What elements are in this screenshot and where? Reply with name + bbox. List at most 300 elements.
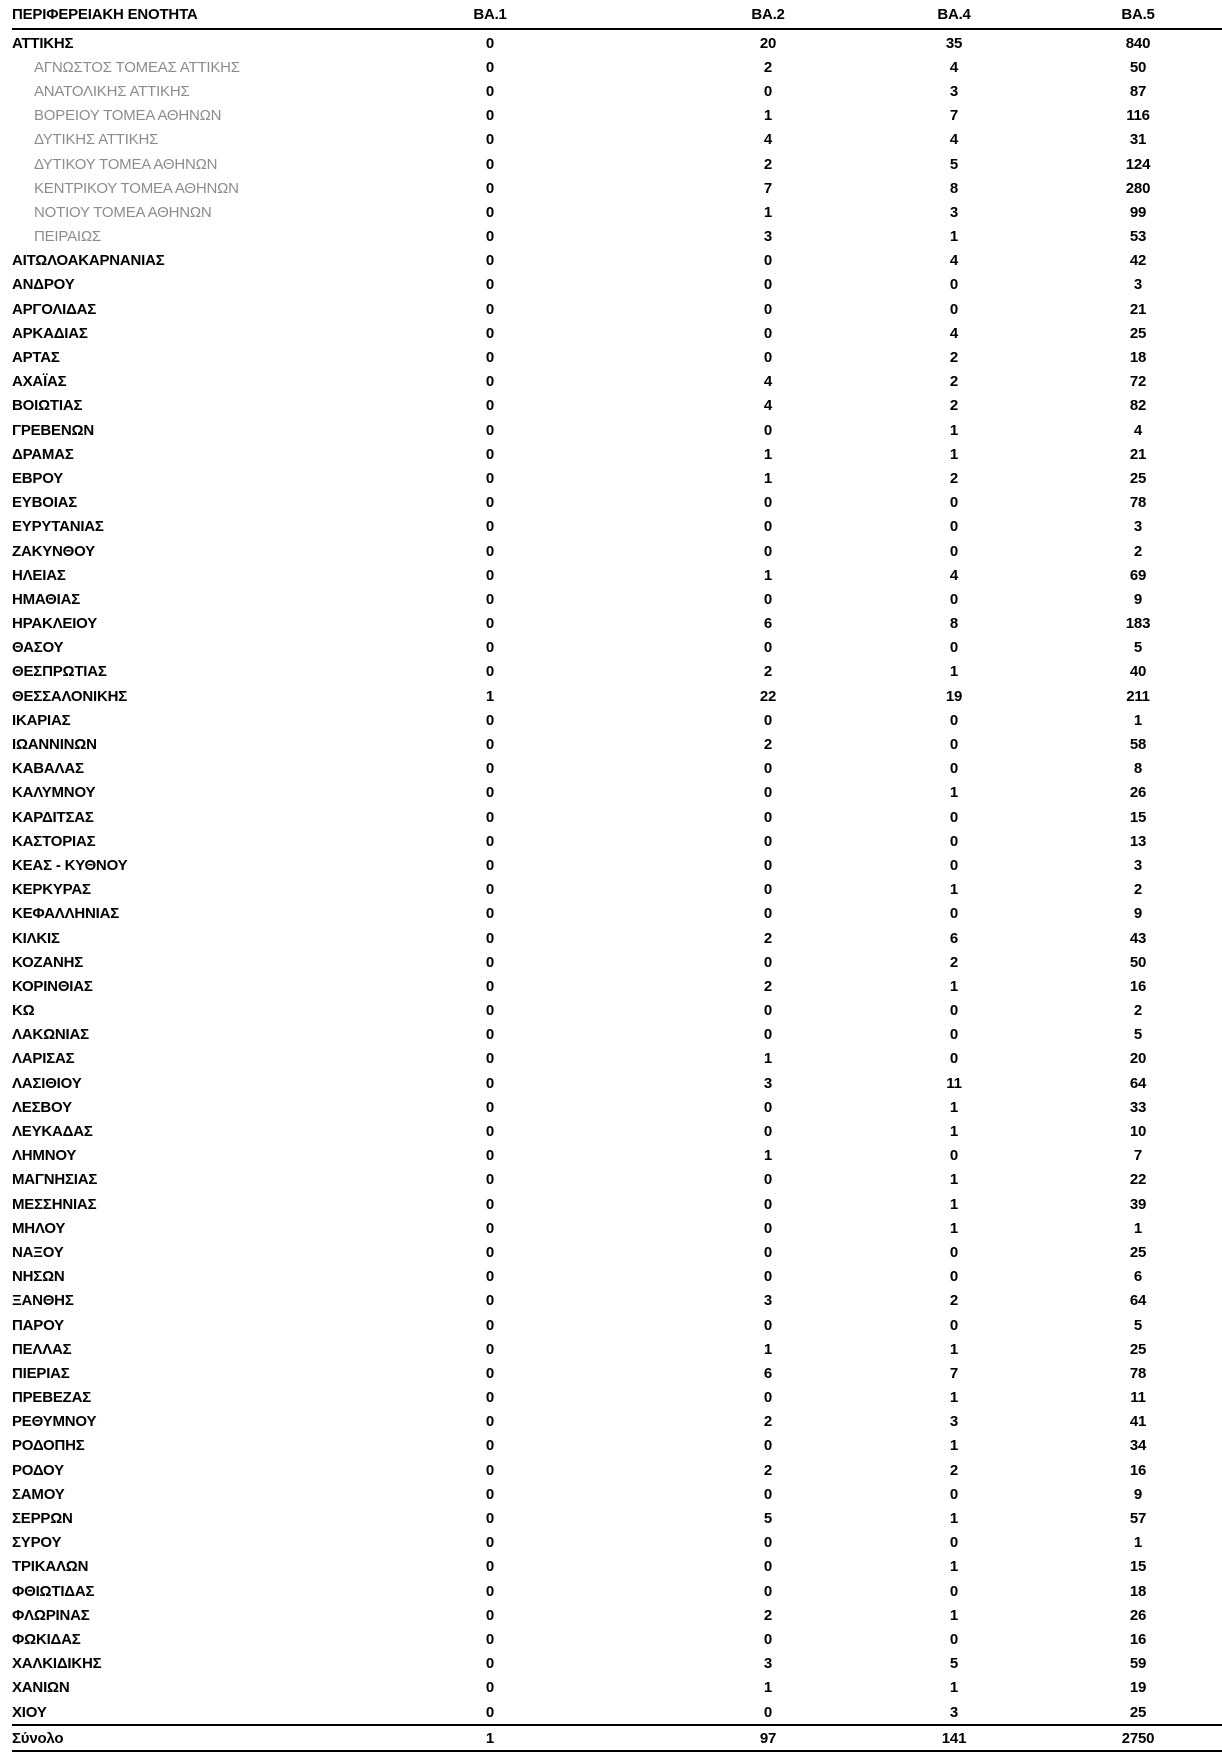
table-row bbox=[12, 1119, 1222, 1143]
row-value-ba5: 11 bbox=[1130, 1389, 1146, 1407]
row-value-ba2: 2 bbox=[763, 663, 773, 681]
table-row bbox=[12, 950, 1222, 974]
row-region-name: ΚΙΛΚΙΣ bbox=[12, 929, 60, 947]
row-value-ba4: 11 bbox=[946, 1074, 962, 1092]
row-value-ba4: 4 bbox=[949, 566, 959, 584]
row-value-ba5: 21 bbox=[1129, 300, 1147, 318]
row-value-ba2: 4 bbox=[763, 397, 773, 415]
row-value-ba2: 0 bbox=[763, 1437, 773, 1455]
row-value-ba4: 1 bbox=[949, 1098, 959, 1116]
row-value-ba2: 0 bbox=[763, 324, 773, 342]
row-region-name: ΒΟΡΕΙΟΥ ΤΟΜΕΑ ΑΘΗΝΩΝ bbox=[34, 107, 222, 125]
row-value-ba1: 0 bbox=[485, 542, 495, 560]
row-value-ba2: 1 bbox=[763, 1340, 773, 1358]
row-value-ba2: 1 bbox=[763, 445, 773, 463]
row-region-name: ΙΚΑΡΙΑΣ bbox=[12, 711, 71, 729]
row-value-ba5: 4 bbox=[1133, 421, 1143, 439]
row-region-name: ΑΤΤΙΚΗΣ bbox=[12, 34, 74, 52]
table-header-row bbox=[12, 0, 1222, 30]
row-value-ba2: 6 bbox=[763, 615, 773, 633]
row-region-name: ΚΕΝΤΡΙΚΟΥ ΤΟΜΕΑ ΑΘΗΝΩΝ bbox=[34, 179, 239, 197]
row-region-name: ΛΑΣΙΘΙΟΥ bbox=[12, 1074, 82, 1092]
row-value-ba5: 8 bbox=[1133, 760, 1143, 778]
row-value-ba5: 87 bbox=[1129, 82, 1147, 100]
row-value-ba1: 0 bbox=[485, 58, 495, 76]
variant-table bbox=[12, 0, 1222, 1752]
row-value-ba1: 0 bbox=[485, 1630, 495, 1648]
table-row bbox=[12, 829, 1222, 853]
row-value-ba4: 3 bbox=[949, 82, 959, 100]
row-region-name: ΑΡΚΑΔΙΑΣ bbox=[12, 324, 88, 342]
row-value-ba4: 1 bbox=[949, 1389, 959, 1407]
table-row bbox=[12, 1700, 1222, 1724]
row-region-name: ΛΑΡΙΣΑΣ bbox=[12, 1050, 75, 1068]
row-region-name: ΠΕΛΛΑΣ bbox=[12, 1340, 72, 1358]
row-value-ba5: 26 bbox=[1129, 1606, 1147, 1624]
row-value-ba2: 0 bbox=[763, 953, 773, 971]
row-value-ba5: 15 bbox=[1129, 808, 1147, 826]
table-row bbox=[12, 1361, 1222, 1385]
row-value-ba1: 0 bbox=[485, 1389, 495, 1407]
row-value-ba5: 1 bbox=[1133, 1219, 1143, 1237]
table-body bbox=[12, 30, 1222, 1724]
row-value-ba4: 1 bbox=[949, 445, 959, 463]
table-row bbox=[12, 708, 1222, 732]
row-value-ba1: 0 bbox=[485, 856, 495, 874]
row-value-ba2: 0 bbox=[763, 1630, 773, 1648]
row-value-ba1: 0 bbox=[485, 1655, 495, 1673]
row-value-ba1: 0 bbox=[485, 494, 495, 512]
table-row bbox=[12, 394, 1222, 418]
row-value-ba5: 2 bbox=[1133, 542, 1143, 560]
row-value-ba1: 0 bbox=[485, 1461, 495, 1479]
row-region-name: ΑΙΤΩΛΟΑΚΑΡΝΑΝΙΑΣ bbox=[12, 252, 165, 270]
row-value-ba2: 0 bbox=[763, 1389, 773, 1407]
row-value-ba4: 0 bbox=[949, 1534, 959, 1552]
row-value-ba1: 0 bbox=[485, 252, 495, 270]
table-row bbox=[12, 321, 1222, 345]
row-value-ba2: 3 bbox=[763, 1074, 773, 1092]
table-subrow bbox=[12, 55, 1222, 79]
table-row bbox=[12, 1265, 1222, 1289]
row-region-name: ΚΑΛΥΜΝΟΥ bbox=[12, 784, 96, 802]
row-value-ba4: 4 bbox=[949, 131, 959, 149]
table-row bbox=[12, 587, 1222, 611]
row-value-ba2: 0 bbox=[763, 1098, 773, 1116]
row-value-ba5: 2 bbox=[1133, 1002, 1143, 1020]
row-region-name: ΚΩ bbox=[12, 1002, 35, 1020]
row-value-ba5: 25 bbox=[1129, 1243, 1147, 1261]
table-row bbox=[12, 1240, 1222, 1264]
row-region-name: ΚΑΣΤΟΡΙΑΣ bbox=[12, 832, 96, 850]
table-row bbox=[12, 1410, 1222, 1434]
table-row bbox=[12, 1434, 1222, 1458]
table-row bbox=[12, 249, 1222, 273]
row-value-ba1: 0 bbox=[485, 373, 495, 391]
row-value-ba2: 0 bbox=[763, 760, 773, 778]
row-region-name: ΔΥΤΙΚΗΣ ΑΤΤΙΚΗΣ bbox=[34, 131, 159, 149]
row-value-ba1: 0 bbox=[485, 977, 495, 995]
row-value-ba4: 4 bbox=[949, 252, 959, 270]
row-value-ba2: 0 bbox=[763, 1703, 773, 1721]
table-row bbox=[12, 1555, 1222, 1579]
row-value-ba5: 9 bbox=[1133, 905, 1143, 923]
row-value-ba4: 1 bbox=[949, 1510, 959, 1528]
table-row bbox=[12, 1652, 1222, 1676]
row-value-ba5: 78 bbox=[1129, 494, 1147, 512]
row-value-ba5: 64 bbox=[1129, 1074, 1147, 1092]
row-value-ba2: 0 bbox=[763, 784, 773, 802]
row-value-ba1: 0 bbox=[485, 590, 495, 608]
row-value-ba2: 0 bbox=[763, 856, 773, 874]
row-value-ba4: 1 bbox=[949, 228, 959, 246]
row-value-ba4: 3 bbox=[949, 1703, 959, 1721]
row-value-ba2: 0 bbox=[763, 421, 773, 439]
row-value-ba4: 4 bbox=[949, 58, 959, 76]
row-value-ba5: 1 bbox=[1133, 1534, 1143, 1552]
row-value-ba4: 0 bbox=[949, 300, 959, 318]
row-value-ba5: 5 bbox=[1133, 1026, 1143, 1044]
row-value-ba5: 22 bbox=[1129, 1171, 1147, 1189]
row-value-ba4: 0 bbox=[949, 711, 959, 729]
row-value-ba5: 183 bbox=[1125, 615, 1151, 633]
table-row bbox=[12, 1023, 1222, 1047]
row-value-ba5: 2 bbox=[1133, 881, 1143, 899]
row-value-ba1: 0 bbox=[485, 1534, 495, 1552]
row-value-ba2: 0 bbox=[763, 832, 773, 850]
row-region-name: ΡΟΔΟΥ bbox=[12, 1461, 64, 1479]
row-value-ba1: 0 bbox=[485, 1026, 495, 1044]
row-value-ba4: 0 bbox=[949, 639, 959, 657]
row-value-ba2: 0 bbox=[763, 1171, 773, 1189]
table-row bbox=[12, 684, 1222, 708]
row-region-name: ΞΑΝΘΗΣ bbox=[12, 1292, 74, 1310]
row-region-name: ΓΡΕΒΕΝΩΝ bbox=[12, 421, 94, 439]
row-value-ba1: 0 bbox=[485, 615, 495, 633]
table-row bbox=[12, 563, 1222, 587]
header-ba5: BA.5 bbox=[1121, 5, 1155, 23]
row-value-ba2: 5 bbox=[763, 1510, 773, 1528]
table-row bbox=[12, 1313, 1222, 1337]
row-region-name: ΙΩΑΝΝΙΝΩΝ bbox=[12, 736, 97, 754]
table-row bbox=[12, 1289, 1222, 1313]
row-region-name: ΘΑΣΟΥ bbox=[12, 639, 64, 657]
row-value-ba4: 0 bbox=[949, 1243, 959, 1261]
row-value-ba1: 0 bbox=[485, 1485, 495, 1503]
row-value-ba5: 34 bbox=[1129, 1437, 1147, 1455]
table-row bbox=[12, 297, 1222, 321]
row-value-ba4: 4 bbox=[949, 324, 959, 342]
row-value-ba5: 25 bbox=[1129, 1703, 1147, 1721]
row-region-name: ΗΜΑΘΙΑΣ bbox=[12, 590, 81, 608]
table-row bbox=[12, 1192, 1222, 1216]
row-value-ba1: 0 bbox=[485, 1074, 495, 1092]
table-row bbox=[12, 999, 1222, 1023]
row-value-ba5: 211 bbox=[1126, 687, 1150, 705]
row-value-ba4: 0 bbox=[949, 1050, 959, 1068]
row-region-name: ΚΟΖΑΝΗΣ bbox=[12, 953, 84, 971]
row-value-ba2: 7 bbox=[763, 179, 773, 197]
table-row bbox=[12, 1603, 1222, 1627]
row-value-ba2: 0 bbox=[763, 1485, 773, 1503]
row-value-ba1: 0 bbox=[485, 832, 495, 850]
table-row bbox=[12, 1047, 1222, 1071]
row-value-ba1: 0 bbox=[485, 34, 495, 52]
total-label: Σύνολο bbox=[12, 1729, 64, 1747]
table-row bbox=[12, 1168, 1222, 1192]
row-value-ba4: 0 bbox=[949, 905, 959, 923]
row-region-name: ΔΡΑΜΑΣ bbox=[12, 445, 74, 463]
row-region-name: ΣΥΡΟΥ bbox=[12, 1534, 62, 1552]
row-region-name: ΤΡΙΚΑΛΩΝ bbox=[12, 1558, 89, 1576]
row-value-ba2: 3 bbox=[763, 228, 773, 246]
row-value-ba1: 0 bbox=[485, 1340, 495, 1358]
row-value-ba1: 0 bbox=[485, 1123, 495, 1141]
row-value-ba4: 1 bbox=[949, 1123, 959, 1141]
row-region-name: ΘΕΣΠΡΩΤΙΑΣ bbox=[12, 663, 107, 681]
row-value-ba2: 0 bbox=[763, 1026, 773, 1044]
row-value-ba1: 0 bbox=[485, 445, 495, 463]
table-row bbox=[12, 466, 1222, 490]
row-value-ba1: 0 bbox=[485, 1558, 495, 1576]
row-region-name: ΠΑΡΟΥ bbox=[12, 1316, 64, 1334]
row-value-ba4: 5 bbox=[949, 1655, 959, 1673]
row-value-ba5: 69 bbox=[1129, 566, 1147, 584]
row-value-ba5: 50 bbox=[1129, 58, 1147, 76]
table-row bbox=[12, 853, 1222, 877]
row-region-name: ΡΟΔΟΠΗΣ bbox=[12, 1437, 85, 1455]
row-value-ba1: 0 bbox=[485, 1268, 495, 1286]
row-value-ba2: 0 bbox=[763, 590, 773, 608]
row-region-name: ΜΗΛΟΥ bbox=[12, 1219, 66, 1237]
row-value-ba2: 0 bbox=[763, 349, 773, 367]
row-value-ba2: 6 bbox=[763, 1364, 773, 1382]
row-value-ba5: 25 bbox=[1129, 1340, 1147, 1358]
row-value-ba5: 16 bbox=[1129, 1461, 1147, 1479]
row-value-ba4: 3 bbox=[949, 203, 959, 221]
row-value-ba2: 0 bbox=[763, 905, 773, 923]
table-row bbox=[12, 805, 1222, 829]
row-value-ba4: 8 bbox=[949, 615, 959, 633]
row-value-ba2: 0 bbox=[763, 518, 773, 536]
row-value-ba5: 19 bbox=[1129, 1679, 1147, 1697]
row-value-ba5: 3 bbox=[1133, 518, 1143, 536]
row-value-ba5: 21 bbox=[1129, 445, 1147, 463]
row-value-ba5: 99 bbox=[1129, 203, 1147, 221]
row-value-ba5: 16 bbox=[1129, 977, 1147, 995]
row-value-ba2: 0 bbox=[763, 494, 773, 512]
row-value-ba5: 42 bbox=[1129, 252, 1147, 270]
table-row bbox=[12, 926, 1222, 950]
row-region-name: ΚΕΑΣ - ΚΥΘΝΟΥ bbox=[12, 856, 128, 874]
table-subrow bbox=[12, 79, 1222, 103]
total-ba5: 2750 bbox=[1121, 1729, 1155, 1747]
row-value-ba1: 0 bbox=[485, 1292, 495, 1310]
row-value-ba4: 8 bbox=[949, 179, 959, 197]
row-value-ba2: 2 bbox=[763, 929, 773, 947]
row-value-ba2: 0 bbox=[763, 300, 773, 318]
row-value-ba1: 0 bbox=[485, 107, 495, 125]
row-value-ba4: 2 bbox=[949, 469, 959, 487]
row-value-ba5: 1 bbox=[1133, 711, 1143, 729]
row-value-ba1: 0 bbox=[485, 1171, 495, 1189]
table-row bbox=[12, 370, 1222, 394]
row-region-name: ΦΘΙΩΤΙΔΑΣ bbox=[12, 1582, 95, 1600]
row-value-ba4: 5 bbox=[949, 155, 959, 173]
row-value-ba4: 0 bbox=[949, 832, 959, 850]
table-row bbox=[12, 660, 1222, 684]
row-value-ba4: 0 bbox=[949, 808, 959, 826]
row-value-ba2: 0 bbox=[763, 1002, 773, 1020]
row-value-ba2: 0 bbox=[763, 1123, 773, 1141]
row-value-ba4: 0 bbox=[949, 1147, 959, 1165]
row-value-ba5: 9 bbox=[1133, 590, 1143, 608]
row-value-ba1: 0 bbox=[485, 760, 495, 778]
row-value-ba1: 0 bbox=[485, 663, 495, 681]
row-value-ba5: 26 bbox=[1129, 784, 1147, 802]
row-value-ba5: 20 bbox=[1129, 1050, 1147, 1068]
row-region-name: ΗΛΕΙΑΣ bbox=[12, 566, 66, 584]
row-region-name: ΚΕΡΚΥΡΑΣ bbox=[12, 881, 91, 899]
row-value-ba1: 1 bbox=[485, 687, 495, 705]
row-value-ba2: 22 bbox=[759, 687, 777, 705]
row-value-ba4: 2 bbox=[949, 373, 959, 391]
row-region-name: ΝΟΤΙΟΥ ΤΟΜΕΑ ΑΘΗΝΩΝ bbox=[34, 203, 212, 221]
row-value-ba1: 0 bbox=[485, 1243, 495, 1261]
row-value-ba2: 0 bbox=[763, 542, 773, 560]
row-value-ba5: 31 bbox=[1129, 131, 1147, 149]
row-region-name: ΧΙΟΥ bbox=[12, 1703, 47, 1721]
row-value-ba1: 0 bbox=[485, 639, 495, 657]
table-row bbox=[12, 1676, 1222, 1700]
table-row bbox=[12, 1386, 1222, 1410]
row-value-ba4: 0 bbox=[949, 518, 959, 536]
row-value-ba4: 0 bbox=[949, 1002, 959, 1020]
row-value-ba2: 2 bbox=[763, 58, 773, 76]
row-value-ba4: 0 bbox=[949, 736, 959, 754]
row-value-ba1: 0 bbox=[485, 1195, 495, 1213]
table-row bbox=[12, 442, 1222, 466]
row-value-ba2: 1 bbox=[763, 1050, 773, 1068]
table-subrow bbox=[12, 104, 1222, 128]
row-region-name: ΖΑΚΥΝΘΟΥ bbox=[12, 542, 95, 560]
row-region-name: ΑΡΓΟΛΙΔΑΣ bbox=[12, 300, 97, 318]
row-value-ba2: 0 bbox=[763, 1316, 773, 1334]
table-row bbox=[12, 902, 1222, 926]
row-value-ba2: 0 bbox=[763, 82, 773, 100]
row-value-ba5: 25 bbox=[1129, 324, 1147, 342]
row-value-ba1: 0 bbox=[485, 736, 495, 754]
row-region-name: ΠΙΕΡΙΑΣ bbox=[12, 1364, 70, 1382]
row-value-ba4: 2 bbox=[949, 349, 959, 367]
row-value-ba1: 0 bbox=[485, 1219, 495, 1237]
row-value-ba4: 0 bbox=[949, 1582, 959, 1600]
row-region-name: ΦΛΩΡΙΝΑΣ bbox=[12, 1606, 90, 1624]
row-value-ba1: 0 bbox=[485, 203, 495, 221]
row-value-ba4: 2 bbox=[949, 1461, 959, 1479]
row-value-ba2: 2 bbox=[763, 736, 773, 754]
table-row bbox=[12, 491, 1222, 515]
row-value-ba1: 0 bbox=[485, 1098, 495, 1116]
row-value-ba2: 0 bbox=[763, 639, 773, 657]
table-row bbox=[12, 878, 1222, 902]
row-value-ba5: 33 bbox=[1129, 1098, 1147, 1116]
row-value-ba2: 1 bbox=[763, 469, 773, 487]
header-region: ΠΕΡΙΦΕΡΕΙΑΚΗ ΕΝΟΤΗΤΑ bbox=[12, 5, 198, 23]
row-value-ba1: 0 bbox=[485, 1002, 495, 1020]
table-row bbox=[12, 781, 1222, 805]
table-row bbox=[12, 636, 1222, 660]
row-value-ba1: 0 bbox=[485, 1437, 495, 1455]
row-region-name: ΔΥΤΙΚΟΥ ΤΟΜΕΑ ΑΘΗΝΩΝ bbox=[34, 155, 218, 173]
row-region-name: ΛΕΥΚΑΔΑΣ bbox=[12, 1123, 93, 1141]
row-value-ba5: 59 bbox=[1129, 1655, 1147, 1673]
row-value-ba1: 0 bbox=[485, 566, 495, 584]
row-value-ba5: 116 bbox=[1126, 107, 1150, 125]
table-subrow bbox=[12, 152, 1222, 176]
header-ba1: BA.1 bbox=[473, 5, 507, 23]
row-region-name: ΣΕΡΡΩΝ bbox=[12, 1510, 73, 1528]
row-value-ba5: 25 bbox=[1129, 469, 1147, 487]
row-value-ba4: 1 bbox=[949, 1679, 959, 1697]
row-region-name: ΑΓΝΩΣΤΟΣ ΤΟΜΕΑΣ ΑΤΤΙΚΗΣ bbox=[34, 58, 240, 76]
row-value-ba4: 0 bbox=[949, 1268, 959, 1286]
row-value-ba5: 18 bbox=[1129, 349, 1147, 367]
row-value-ba1: 0 bbox=[485, 953, 495, 971]
row-value-ba1: 0 bbox=[485, 881, 495, 899]
row-region-name: ΛΕΣΒΟΥ bbox=[12, 1098, 72, 1116]
row-value-ba2: 1 bbox=[763, 566, 773, 584]
row-region-name: ΚΑΡΔΙΤΣΑΣ bbox=[12, 808, 94, 826]
row-region-name: ΦΩΚΙΔΑΣ bbox=[12, 1630, 81, 1648]
row-value-ba5: 78 bbox=[1129, 1364, 1147, 1382]
row-value-ba1: 0 bbox=[485, 1364, 495, 1382]
row-value-ba4: 1 bbox=[949, 881, 959, 899]
row-value-ba1: 0 bbox=[485, 82, 495, 100]
row-value-ba5: 82 bbox=[1129, 397, 1147, 415]
row-value-ba4: 0 bbox=[949, 1630, 959, 1648]
row-value-ba4: 0 bbox=[949, 494, 959, 512]
row-value-ba1: 0 bbox=[485, 300, 495, 318]
row-value-ba4: 0 bbox=[949, 590, 959, 608]
row-value-ba1: 0 bbox=[485, 1413, 495, 1431]
row-value-ba4: 2 bbox=[949, 1292, 959, 1310]
row-value-ba5: 124 bbox=[1125, 155, 1151, 173]
row-region-name: ΕΥΡΥΤΑΝΙΑΣ bbox=[12, 518, 104, 536]
row-region-name: ΧΑΝΙΩΝ bbox=[12, 1679, 70, 1697]
row-value-ba2: 2 bbox=[763, 1606, 773, 1624]
row-value-ba5: 7 bbox=[1133, 1147, 1143, 1165]
table-row bbox=[12, 1095, 1222, 1119]
row-value-ba5: 18 bbox=[1129, 1582, 1147, 1600]
table-row bbox=[12, 1144, 1222, 1168]
table-row bbox=[12, 612, 1222, 636]
row-region-name: ΒΟΙΩΤΙΑΣ bbox=[12, 397, 83, 415]
row-region-name: ΛΗΜΝΟΥ bbox=[12, 1147, 77, 1165]
row-value-ba5: 41 bbox=[1129, 1413, 1147, 1431]
table-row bbox=[12, 31, 1222, 55]
row-region-name: ΧΑΛΚΙΔΙΚΗΣ bbox=[12, 1655, 102, 1673]
row-region-name: ΛΑΚΩΝΙΑΣ bbox=[12, 1026, 89, 1044]
row-value-ba1: 0 bbox=[485, 905, 495, 923]
row-region-name: ΕΥΒΟΙΑΣ bbox=[12, 494, 78, 512]
row-value-ba4: 1 bbox=[949, 784, 959, 802]
row-value-ba5: 13 bbox=[1129, 832, 1147, 850]
row-region-name: ΕΒΡΟΥ bbox=[12, 469, 64, 487]
row-value-ba2: 0 bbox=[763, 1582, 773, 1600]
total-ba1: 1 bbox=[485, 1729, 495, 1747]
row-region-name: ΚΟΡΙΝΘΙΑΣ bbox=[12, 977, 93, 995]
